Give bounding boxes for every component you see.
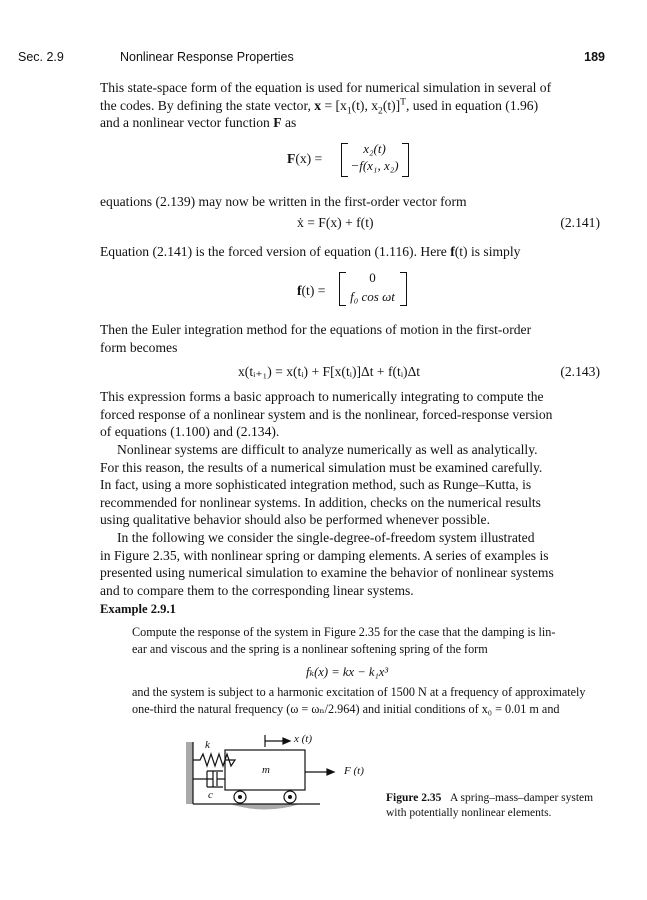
text-line: one-third the natural frequency (ω = ωₙ/2.964) and initial conditions of x₀ = 0.01 m and bbox=[132, 701, 560, 716]
x-label: x (t) bbox=[294, 733, 313, 745]
example-equation: fₖ(x) = kx − k₁x³ bbox=[306, 665, 389, 679]
text-line: and a nonlinear vector function F as bbox=[100, 115, 297, 131]
wheels bbox=[234, 791, 296, 803]
text-line: and the system is subject to a harmonic excitation of 1500 N at a frequency of approximately bbox=[132, 685, 586, 699]
matrix-top: x₂(t) bbox=[363, 141, 386, 156]
equation-2-143: x(tᵢ₊₁) = x(tᵢ) + F[x(tᵢ)]Δt + f(tᵢ)Δt bbox=[238, 364, 421, 379]
matrix-bottom: −f(x₁, x₂) bbox=[350, 158, 399, 173]
figure-caption: Figure 2.35 A spring–mass–damper system with potentially nonlinear elements. bbox=[386, 792, 594, 819]
text-line: of equations (1.100) and (2.134). bbox=[100, 424, 280, 440]
running-title: Nonlinear Response Properties bbox=[120, 50, 294, 64]
text-line: and to compare them to the corresponding linear systems. bbox=[100, 582, 414, 598]
text-line: This expression forms a basic approach to numerically integrating to compute the bbox=[100, 389, 544, 404]
displacement-arrow bbox=[265, 735, 290, 747]
k-label: k bbox=[205, 739, 210, 751]
paragraph-2: equations (2.139) may now be written in the first-order vector form bbox=[100, 194, 467, 209]
text-line: Then the Euler integration method for the equations of motion in the first-order bbox=[100, 322, 532, 337]
m-label: m bbox=[262, 764, 270, 776]
ground bbox=[193, 804, 320, 810]
equation-2-141: ẋ = F(x) + f(t) bbox=[297, 215, 374, 230]
equation-number: (2.143) bbox=[560, 364, 600, 379]
example-heading: Example 2.9.1 bbox=[100, 602, 176, 616]
force-label: F (t) bbox=[344, 765, 364, 777]
c-label: c bbox=[208, 789, 213, 801]
text-line: In the following we consider the single-degree-of-freedom system illustrated bbox=[117, 530, 535, 545]
text-line: forced response of a nonlinear system and is the nonlinear, forced-response version bbox=[100, 406, 553, 422]
text-line: This state-space form of the equation is used for numerical simulation in several of bbox=[100, 80, 552, 95]
section-label: Sec. 2.9 bbox=[18, 50, 64, 64]
text-line: For this reason, the results of a numerical simulation must be examined carefully. bbox=[100, 459, 543, 475]
text-line: the codes. By defining the state vector, $x = [x_1(t)$, $x_2(t)]^T$, used in equation (1.96) bbox=[100, 97, 539, 117]
text-line: ear and viscous and the spring is a nonlinear softening spring of the form bbox=[132, 641, 488, 656]
page-number: 189 bbox=[584, 50, 605, 64]
text-line: In fact, using a more sophisticated integration method, such as Runge–Kutta, is bbox=[100, 477, 532, 493]
text-line: Nonlinear systems are difficult to analyze numerically as well as analytically. bbox=[117, 442, 538, 457]
matrix-bottom: f₀ cos ωt bbox=[350, 289, 395, 304]
paragraph-3: Equation (2.141) is the forced version of equation (1.116). Here f(t) is simply bbox=[100, 244, 521, 259]
equation-number: (2.141) bbox=[560, 215, 600, 230]
text-line: in Figure 2.35, with nonlinear spring or damping elements. A series of examples is bbox=[100, 547, 549, 563]
force-arrow bbox=[305, 769, 334, 775]
text-line: recommended for nonlinear systems. In addition, checks on the numerical results bbox=[100, 494, 541, 510]
text-line: form becomes bbox=[100, 339, 178, 355]
damper bbox=[193, 771, 225, 787]
text-line: using qualitative behavior should also be performed whenever possible. bbox=[100, 512, 490, 528]
text-line: Compute the response of the system in Figure 2.35 for the case that the damping is lin- bbox=[132, 625, 556, 639]
matrix-top: 0 bbox=[369, 270, 376, 285]
text-line: presented using numerical simulation to examine the behavior of nonlinear systems bbox=[100, 565, 554, 581]
wall bbox=[186, 742, 193, 804]
